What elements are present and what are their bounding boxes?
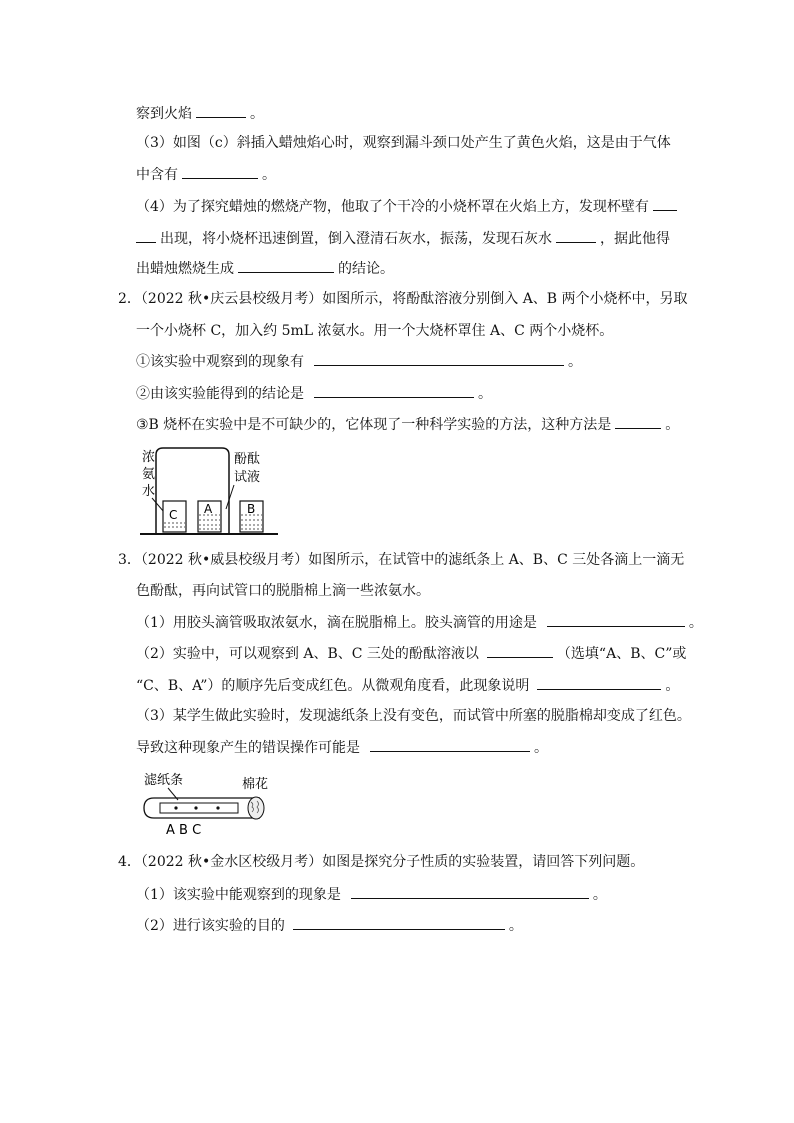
q3-part-3: （3）某学生做此实验时，发现滤纸条上没有变色，而试管中所塞的脱脂棉却变成了红色。 (136, 708, 691, 724)
beaker-b-label: B (247, 502, 256, 516)
answer-blank[interactable] (351, 884, 589, 899)
q3-stem-line-1: 3．（2022 秋•威县校级月考）如图所示，在试管中的滤纸条上 A、B、C 三处各滴上一滴无 (118, 552, 685, 568)
q2-part-1: ①该实验中观察到的现象有 。 (136, 351, 582, 372)
answer-blank[interactable] (314, 351, 564, 366)
answer-blank[interactable] (615, 414, 661, 429)
beaker-experiment-figure (138, 445, 288, 537)
cotton-plug (248, 797, 264, 819)
q3-part-2-cont: “C、B、A”）的顺序先后变成红色。从微观角度看，此现象说明 。 (136, 675, 679, 696)
q2-stem-line-2: 一个小烧杯 C，加入约 5mL 浓氨水。用一个大烧杯罩住 A、C 两个小烧杯。 (136, 323, 614, 339)
beaker-a-label: A (204, 502, 213, 516)
test-tube-figure (138, 768, 278, 838)
answer-blank[interactable] (487, 643, 553, 658)
q1-line-0: 察到火焰 。 (136, 103, 264, 124)
pointer-line-phenolphthalein (226, 485, 234, 509)
spot-c (216, 806, 219, 809)
label-ammonia-2: 氨 (142, 467, 156, 482)
q2-stem-line-1: 2．（2022 秋•庆云县校级月考）如图所示，将酚酞溶液分别倒入 A、B 两个小烧杯中，另取 (118, 291, 688, 307)
pointer-line-ammonia (152, 498, 164, 512)
answer-blank[interactable] (196, 103, 246, 118)
label-cotton: 棉花 (242, 777, 269, 792)
spot-b (194, 806, 197, 809)
answer-blank[interactable] (547, 612, 685, 627)
answer-blank[interactable] (370, 737, 530, 752)
spot-a (174, 806, 177, 809)
q1-line-3: （4）为了探究蜡烛的燃烧产物，他取了个干冷的小烧杯罩在火焰上方，发现杯壁有 (136, 196, 681, 217)
q1-line-4: 出现，将小烧杯迅速倒置，倒入澄清石灰水，振荡，发现石灰水 ，据此他得 (136, 228, 670, 249)
answer-blank[interactable] (314, 383, 474, 398)
label-ammonia-3: 水 (142, 484, 156, 499)
q2-part-3: ③B 烧杯在实验中是不可缺少的，它体现了一种科学实验的方法，这种方法是 。 (136, 414, 679, 435)
beaker-c-label: C (169, 508, 178, 522)
answer-blank[interactable] (136, 228, 156, 243)
q1-line-2: 中含有 。 (136, 164, 276, 185)
answer-blank[interactable] (238, 258, 334, 273)
q3-stem-line-2: 色酚酞，再向试管口的脱脂棉上滴一些浓氨水。 (136, 583, 430, 599)
label-ammonia-1: 浓 (142, 450, 156, 465)
q1-line-1: （3）如图（c）斜插入蜡烛焰心时，观察到漏斗颈口处产生了黄色火焰，这是由于气体 (136, 135, 671, 151)
q4-stem: 4．（2022 秋•金水区校级月考）如图是探究分子性质的实验装置，请回答下列问题。 (118, 854, 645, 870)
answer-blank[interactable] (537, 675, 661, 690)
answer-blank[interactable] (293, 915, 505, 930)
label-phenolphthalein-1: 酚酞 (234, 452, 261, 467)
spot-letters: A B C (166, 823, 202, 838)
filter-paper-strip (160, 803, 238, 813)
label-filter-strip: 滤纸条 (144, 773, 184, 788)
answer-blank[interactable] (182, 164, 258, 179)
answer-blank[interactable] (556, 228, 596, 243)
q4-part-1: （1）该实验中能观察到的现象是 。 (136, 884, 607, 905)
q3-part-1: （1）用胶头滴管吸取浓氨水，滴在脱脂棉上。胶头滴管的用途是 。 (136, 612, 703, 633)
q1-line-5: 出蜡烛燃烧生成 的结论。 (136, 258, 394, 279)
q3-part-3-cont: 导致这种现象产生的错误操作可能是 。 (136, 737, 548, 758)
q3-part-2: （2）实验中，可以观察到 A、B、C 三处的酚酞溶液以 （选填“A、B、C”或 (136, 643, 686, 664)
answer-blank[interactable] (653, 196, 677, 211)
label-phenolphthalein-2: 试液 (234, 470, 261, 485)
q4-part-2: （2）进行该实验的目的 。 (136, 915, 523, 936)
q2-part-2: ②由该实验能得到的结论是 。 (136, 383, 492, 404)
